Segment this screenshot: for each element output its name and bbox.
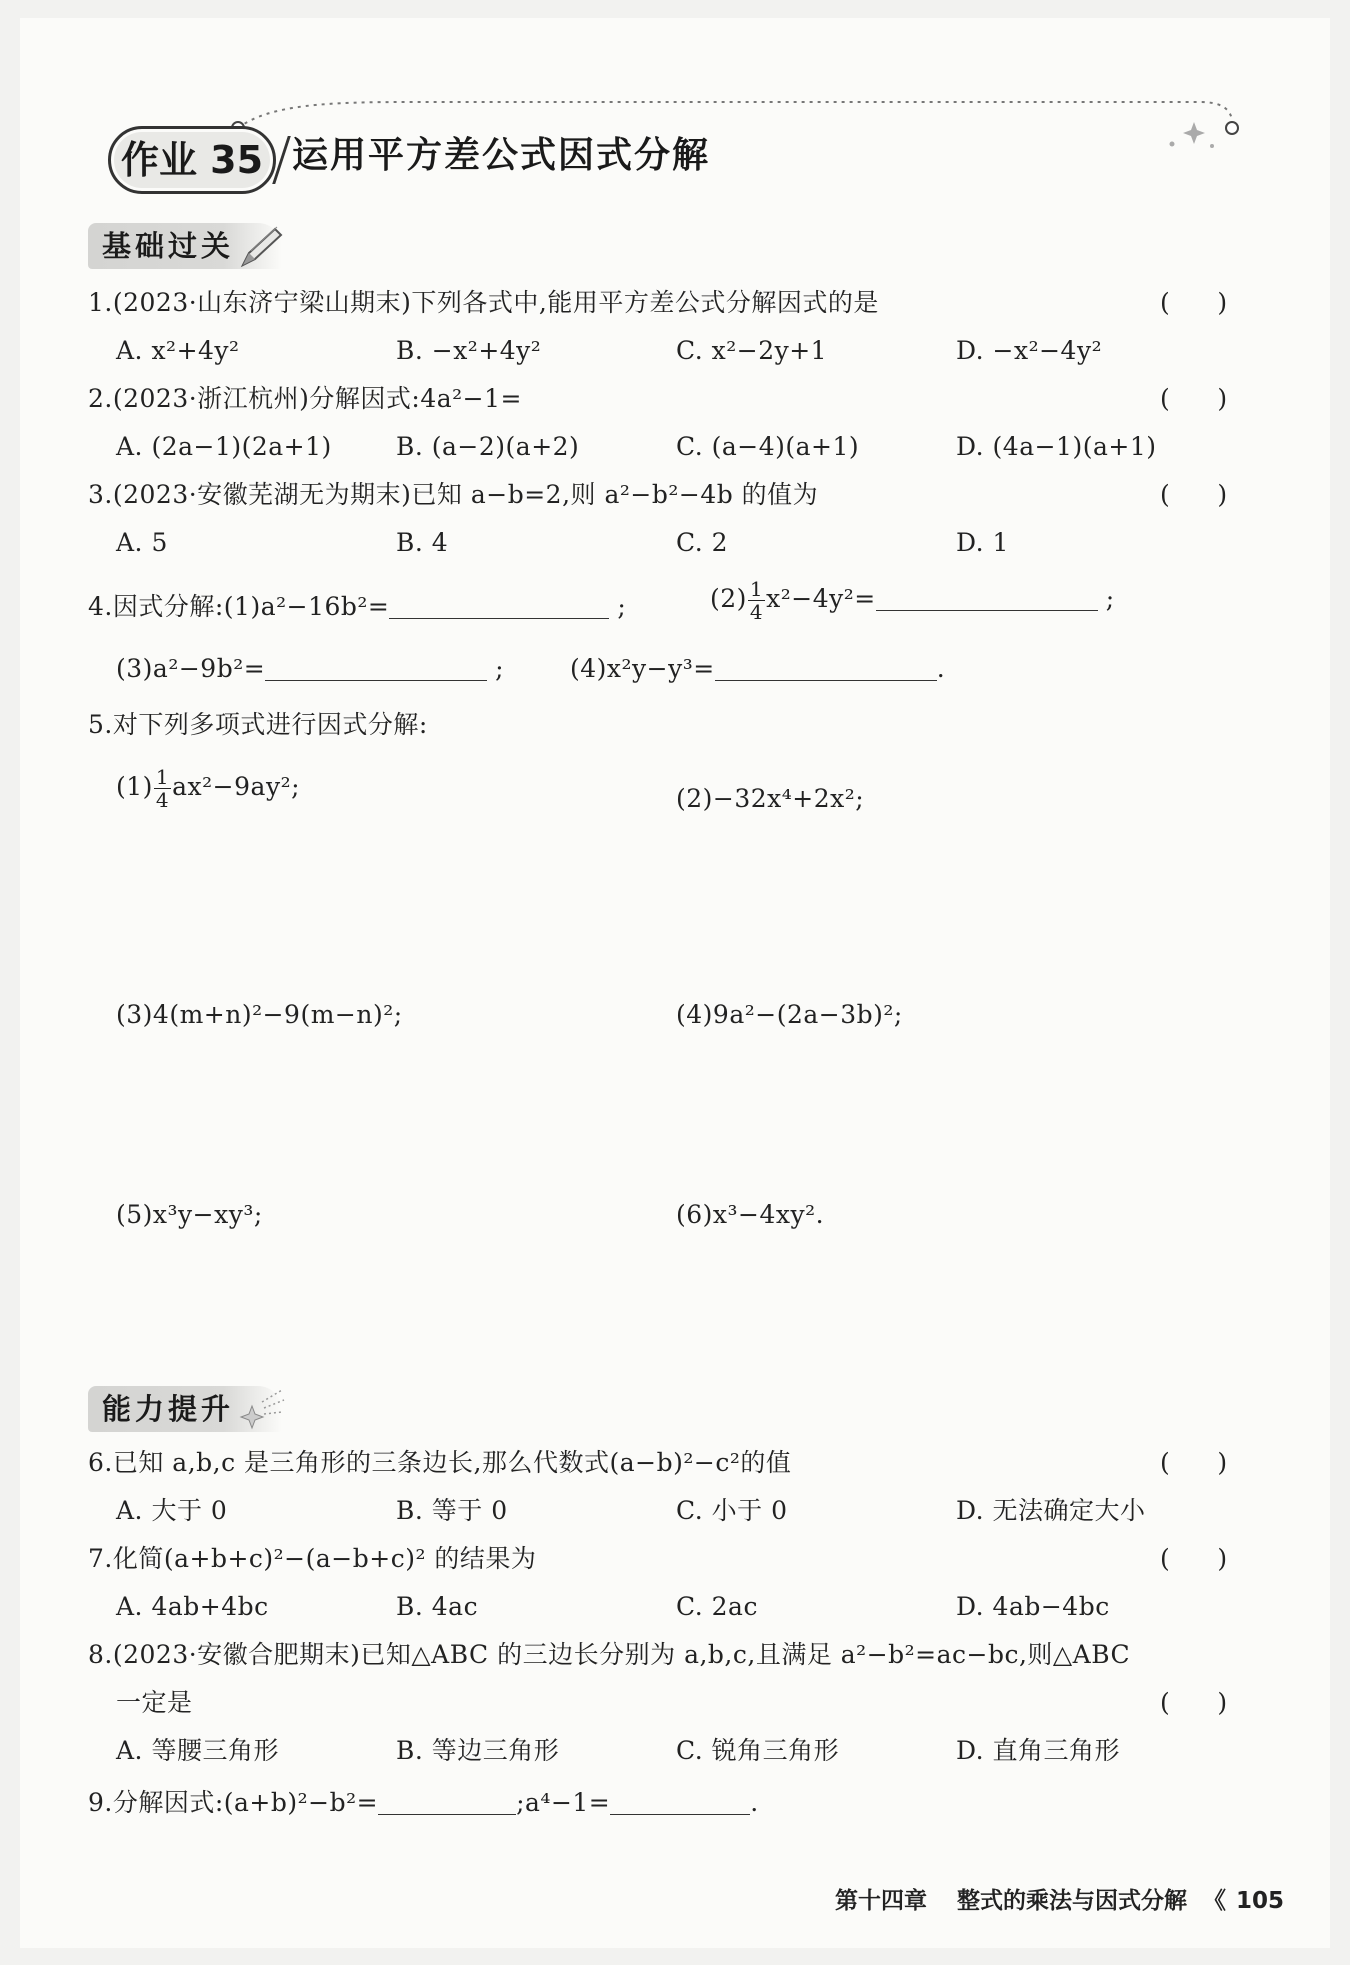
q2-option-d[interactable]: D. (4a−1)(a+1)	[956, 432, 1157, 461]
q8-option-b[interactable]: B. 等边三角形	[396, 1736, 560, 1765]
q4-intro: 4.因式分解:	[88, 592, 224, 621]
q4-frac-num: 1	[749, 577, 764, 601]
q3-option-a[interactable]: A. 5	[116, 528, 168, 557]
q2-option-b[interactable]: B. (a−2)(a+2)	[396, 432, 580, 461]
q1-option-d[interactable]: D. −x²−4y²	[956, 336, 1103, 365]
q4-sep-2: ;	[1105, 584, 1115, 613]
q4-sep-1: ;	[617, 592, 627, 621]
q6-option-b[interactable]: B. 等于 0	[396, 1496, 508, 1525]
pencil-icon	[235, 223, 285, 273]
footer-arrow-icon: 《	[1203, 1888, 1227, 1914]
q1-answer-paren[interactable]: ( )	[1160, 288, 1228, 317]
page-number: 105	[1236, 1888, 1285, 1914]
q1-stem: 1.(2023·山东济宁梁山期末)下列各式中,能用平方差公式分解因式的是	[88, 288, 879, 317]
q8-stem: 8.(2023·安徽合肥期末)已知△ABC 的三边长分别为 a,b,c,且满足 a²−b²=ac−bc,则△ABC	[88, 1640, 1131, 1669]
q7-option-c[interactable]: C. 2ac	[676, 1592, 758, 1621]
q7-option-d[interactable]: D. 4ab−4bc	[956, 1592, 1110, 1621]
q2-stem: 2.(2023·浙江杭州)分解因式:4a²−1=	[88, 384, 522, 413]
q4-row-2	[116, 652, 504, 686]
q3-option-b[interactable]: B. 4	[396, 528, 449, 557]
q2-answer-paren[interactable]: ( )	[1160, 384, 1228, 413]
q5-frac-den: 4	[155, 788, 170, 812]
q5-part1-prefix: (1)	[116, 772, 153, 801]
q1-option-a[interactable]: A. x²+4y²	[116, 336, 240, 365]
q3-answer-paren[interactable]: ( )	[1160, 480, 1228, 509]
q2-option-c[interactable]: C. (a−4)(a+1)	[676, 432, 860, 461]
q3-option-d[interactable]: D. 1	[956, 528, 1009, 557]
q6-option-c[interactable]: C. 小于 0	[676, 1496, 788, 1525]
q4-row-1	[88, 590, 626, 624]
q3-stem: 3.(2023·安徽芜湖无为期末)已知 a−b=2,则 a²−b²−4b 的值为	[88, 480, 819, 509]
q4-part3: (3)a²−9b²=	[116, 654, 266, 683]
q4-part2-prefix: (2)	[710, 584, 747, 613]
q9-row	[88, 1786, 759, 1820]
workbook-page	[20, 18, 1330, 1948]
q5-part1	[116, 766, 300, 811]
q9-blank-1[interactable]	[378, 1786, 516, 1815]
q4-end: .	[936, 654, 946, 683]
page-title: 运用平方差公式因式分解	[292, 135, 711, 176]
q1-option-b[interactable]: B. −x²+4y²	[396, 336, 542, 365]
q8-option-a[interactable]: A. 等腰三角形	[116, 1736, 279, 1765]
q4-blank-1[interactable]	[389, 590, 609, 619]
q5-part2: (2)−32x⁴+2x²;	[676, 784, 865, 813]
q4-frac-den: 4	[749, 600, 764, 624]
q7-stem: 7.化简(a+b+c)²−(a−b+c)² 的结果为	[88, 1544, 537, 1573]
page-footer	[835, 1886, 1284, 1916]
q7-option-b[interactable]: B. 4ac	[396, 1592, 479, 1621]
q1-option-c[interactable]: C. x²−2y+1	[676, 336, 828, 365]
q9-mid: ;a⁴−1=	[516, 1788, 611, 1817]
q4-row-1b	[710, 578, 1115, 623]
q4-row-2b	[570, 652, 945, 686]
q4-part4: (4)x²y−y³=	[570, 654, 715, 683]
q9-end: .	[750, 1788, 759, 1817]
q4-sep-3: ;	[495, 654, 505, 683]
q9-stem: 9.分解因式:(a+b)²−b²=	[88, 1788, 379, 1817]
q4-fraction	[748, 578, 765, 623]
q8-option-c[interactable]: C. 锐角三角形	[676, 1736, 840, 1765]
q8-answer-paren[interactable]: ( )	[1160, 1688, 1228, 1717]
q2-option-a[interactable]: A. (2a−1)(2a+1)	[116, 432, 332, 461]
q5-stem: 5.对下列多项式进行因式分解:	[88, 710, 428, 739]
q6-stem: 6.已知 a,b,c 是三角形的三条边长,那么代数式(a−b)²−c²的值	[88, 1448, 792, 1477]
q5-part3: (3)4(m+n)²−9(m−n)²;	[116, 1000, 403, 1029]
q7-option-a[interactable]: A. 4ab+4bc	[116, 1592, 269, 1621]
q7-answer-paren[interactable]: ( )	[1160, 1544, 1228, 1573]
q5-fraction	[154, 766, 171, 811]
q8-option-d[interactable]: D. 直角三角形	[956, 1736, 1121, 1765]
q6-option-a[interactable]: A. 大于 0	[116, 1496, 228, 1525]
q5-part6: (6)x³−4xy².	[676, 1200, 825, 1229]
q8-stem-line2: 一定是	[116, 1688, 193, 1717]
q9-blank-2[interactable]	[610, 1786, 750, 1815]
q4-blank-2[interactable]	[876, 582, 1098, 611]
q6-answer-paren[interactable]: ( )	[1160, 1448, 1228, 1477]
footer-chapter: 第十四章	[835, 1888, 927, 1914]
q6-option-d[interactable]: D. 无法确定大小	[956, 1496, 1146, 1525]
footer-title: 整式的乘法与因式分解	[957, 1888, 1188, 1914]
q4-part1: (1)a²−16b²=	[223, 592, 390, 621]
q5-part5: (5)x³y−xy³;	[116, 1200, 263, 1229]
q3-option-c[interactable]: C. 2	[676, 528, 729, 557]
section-basic-label: 基础过关	[88, 223, 282, 269]
q4-part2-rest: x²−4y²=	[766, 584, 876, 613]
q5-frac-num: 1	[155, 765, 170, 789]
homework-badge: 作业 35	[108, 126, 276, 194]
q5-part1-rest: ax²−9ay²;	[172, 772, 301, 801]
q4-blank-3[interactable]	[265, 652, 487, 681]
q5-part4: (4)9a²−(2a−3b)²;	[676, 1000, 903, 1029]
section-advanced-label: 能力提升	[88, 1386, 282, 1432]
sparkle-icon	[238, 1386, 286, 1434]
q4-blank-4[interactable]	[715, 652, 937, 681]
